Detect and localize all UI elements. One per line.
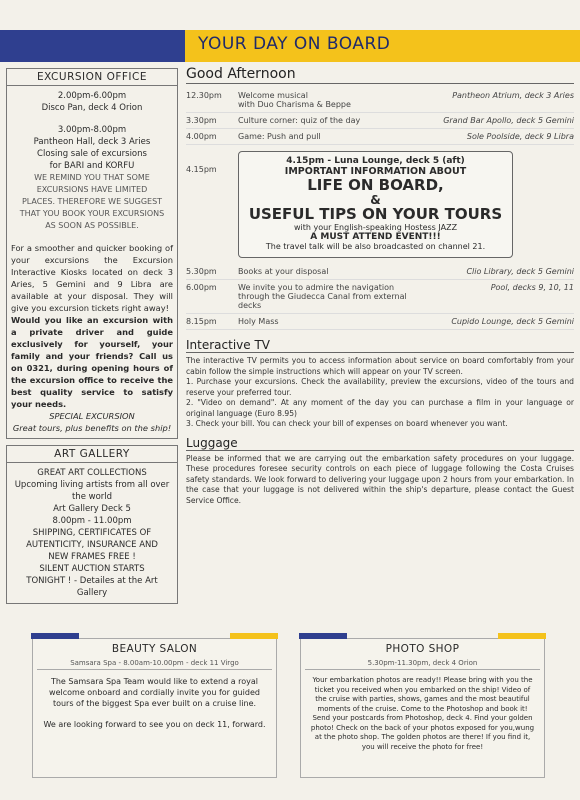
photo-shop-hours: 5.30pm-11.30pm, deck 4 Orion [305, 657, 540, 670]
highlight-line-2: IMPORTANT INFORMATION ABOUT [284, 166, 467, 177]
interactive-tv-item: 1. Purchase your excursions. Check the availability, preview the excursions, video of the tours and reserve your preferred tour. [186, 377, 574, 397]
schedule-time: 8.15pm [186, 317, 217, 326]
excursion-private-text: Would you like an excursion with a private driver and guide exclusively for yourself, your family and your friends? Call us on 0321, during opening hours of the excursion office to receive the best quality service to satisfy your needs. [11, 315, 173, 409]
beauty-salon-box [32, 638, 277, 778]
highlight-line-6: A MUST ATTEND EVENT!!! [310, 232, 441, 242]
beauty-salon-title: BEAUTY SALON [111, 643, 198, 655]
highlight-line-4: USEFUL TIPS ON YOUR TOURS [248, 205, 503, 223]
excursion-time-2: 3.00pm-8.00pm [57, 125, 127, 135]
schedule-list-evening [186, 264, 574, 330]
schedule-time: 5.30pm [186, 267, 217, 276]
excursion-reminder-3: PLACES. THEREFORE WE SUGGEST [21, 197, 163, 206]
highlight-box [238, 151, 513, 258]
art-gallery-box [6, 445, 178, 604]
schedule-place: Cupido Lounge, deck 5 Gemini [451, 317, 574, 326]
schedule-time: 3.30pm [186, 116, 217, 125]
interactive-tv-item: 3. Check your bill. You can check your bill of expenses on board whenever you want. [186, 419, 508, 428]
schedule-place: Sole Poolside, deck 9 Libra [466, 132, 574, 141]
art-line: SHIPPING, CERTIFICATES OF [32, 528, 152, 538]
schedule-row [186, 113, 574, 129]
art-line: TONIGHT ! - Detailes at the Art [26, 576, 158, 586]
photo-shop-title: PHOTO SHOP [385, 643, 460, 655]
schedule-row [186, 264, 574, 280]
schedule-event: Welcome musical with Duo Charisma & Beppe [238, 91, 351, 109]
schedule-place: Clio Library, deck 5 Gemini [466, 267, 574, 276]
highlight-line-1: 4.15pm - Luna Lounge, deck 5 (aft) [286, 156, 465, 166]
special-excursion-tagline: Great tours, plus benefits on the ship! [12, 423, 172, 433]
header-blue-bar [0, 30, 185, 62]
photo-shop-text: Your embarkation photos are ready!! Please bring with you the ticket you received when you embarked on the ship! Video of the cruise with parties, shows, games and the most beautiful moments of the cruise. Come to the Photoshop and book it! Send your postcards from Photoshop, deck 4. Find your golden photo! Check on the back of your photos exposed for you,wung at the photo shop. The golden photos are there! If you find it, you will receive the photo for free! [310, 676, 535, 751]
schedule-time: 12.30pm [186, 91, 222, 100]
art-line: SILENT AUCTION STARTS [39, 564, 145, 574]
photo-shop-box [300, 638, 545, 778]
special-excursion-label: SPECIAL EXCURSION [49, 411, 135, 421]
highlight-time: 4.15pm [186, 165, 217, 174]
excursion-place-1: Disco Pan, deck 4 Orion [41, 103, 143, 113]
excursion-kiosk-text: For a smoother and quicker booking of your excursions the Excursion Interactive Kiosks located on deck 3 Aries, 5 Gemini and 9 Libra are available at your disposal. They will give you excursion tickets right away! [11, 243, 173, 313]
main-content [186, 66, 574, 506]
schedule-row [186, 88, 574, 113]
excursion-destinations: for BARI and KORFU [49, 161, 135, 171]
schedule-time: 4.00pm [186, 132, 217, 141]
greeting-heading: Good Afternoon [186, 66, 574, 84]
schedule-event: Game: Push and pull [238, 132, 321, 141]
excursion-office-box [6, 68, 178, 439]
highlight-line-5: with your English-speaking Hostess JAZZ [293, 223, 458, 232]
schedule-event: Culture corner: quiz of the day [238, 116, 361, 125]
highlight-amp: & [370, 193, 381, 207]
schedule-event: Holy Mass [238, 317, 279, 326]
sidebar [6, 68, 178, 604]
highlight-row [186, 145, 574, 264]
schedule-row [186, 129, 574, 145]
excursion-reminder-2: EXCURSIONS HAVE LIMITED [36, 185, 148, 194]
schedule-place: Pantheon Atrium, deck 3 Aries [452, 91, 574, 100]
interactive-tv-item: 2. "Video on demand". At any moment of the day you can purchase a film in your language or original language (Euro 8.95) [186, 398, 574, 418]
art-line: GREAT ART COLLECTIONS [37, 468, 147, 478]
schedule-event: Books at your disposal [238, 267, 329, 276]
excursion-closing: Closing sale of excursions [37, 149, 147, 159]
schedule-row [186, 314, 574, 330]
luggage-text: Please be informed that we are carrying out the embarkation safety procedures on your luggage. These procedures foresee security controls on each piece of luggage following the Costa Cruises safety standards. We look forward to delivering your luggage upon 2 hours from your embarkation. In the case that your luggage is not delivered within the ship's departure, please contact the Guest Service Office. [186, 453, 574, 505]
interactive-tv-heading: Interactive TV [186, 338, 574, 353]
art-line: Upcoming living artists from all over [14, 480, 170, 490]
highlight-line-3: LIFE ON BOARD, [307, 176, 444, 194]
art-line: Art Gallery Deck 5 [53, 504, 131, 514]
schedule-time: 6.00pm [186, 283, 217, 292]
art-line: Gallery [76, 588, 108, 598]
beauty-salon-hours: Samsara Spa - 8.00am-10.00pm - deck 11 Virgo [37, 657, 272, 670]
beauty-salon-welcome: The Samsara Spa Team would like to extend a royal welcome onboard and cordially invite you for guided tours of the biggest Spa ever built on a cruise line. [49, 677, 260, 708]
art-gallery-title: ART GALLERY [7, 446, 177, 463]
excursion-reminder-4: THAT YOU BOOK YOUR EXCURSIONS [19, 209, 165, 218]
schedule-event: We invite you to admire the navigation through the Giudecca Canal from external decks [238, 283, 407, 310]
art-line: 8.00pm - 11.00pm [52, 516, 132, 526]
schedule-place: Grand Bar Apollo, deck 5 Gemini [443, 116, 574, 125]
excursion-reminder-5: AS SOON AS POSSIBLE. [45, 221, 139, 230]
schedule-row [186, 280, 574, 314]
interactive-tv-intro: The interactive TV permits you to access information about service on board comfortably from your cabin follow the simple instructions which will appear on your TV screen. [186, 356, 574, 376]
excursion-office-title: EXCURSION OFFICE [7, 69, 177, 86]
excursion-time-1: 2.00pm-6.00pm [57, 91, 127, 101]
luggage-heading: Luggage [186, 436, 574, 451]
art-line: the world [71, 492, 113, 502]
schedule-place: Pool, decks 9, 10, 11 [490, 283, 574, 292]
page-title: YOUR DAY ON BOARD [198, 34, 391, 54]
highlight-line-7: The travel talk will be also broadcasted on channel 21. [265, 242, 486, 251]
schedule-list [186, 88, 574, 145]
excursion-reminder-1: WE REMIND YOU THAT SOME [34, 173, 150, 182]
art-line: AUTENTICITY, INSURANCE AND [26, 540, 158, 550]
beauty-salon-invite: We are looking forward to see you on deck 11, forward. [43, 720, 266, 729]
art-line: NEW FRAMES FREE ! [48, 552, 136, 562]
excursion-place-2: Pantheon Hall, deck 3 Aries [33, 137, 151, 147]
